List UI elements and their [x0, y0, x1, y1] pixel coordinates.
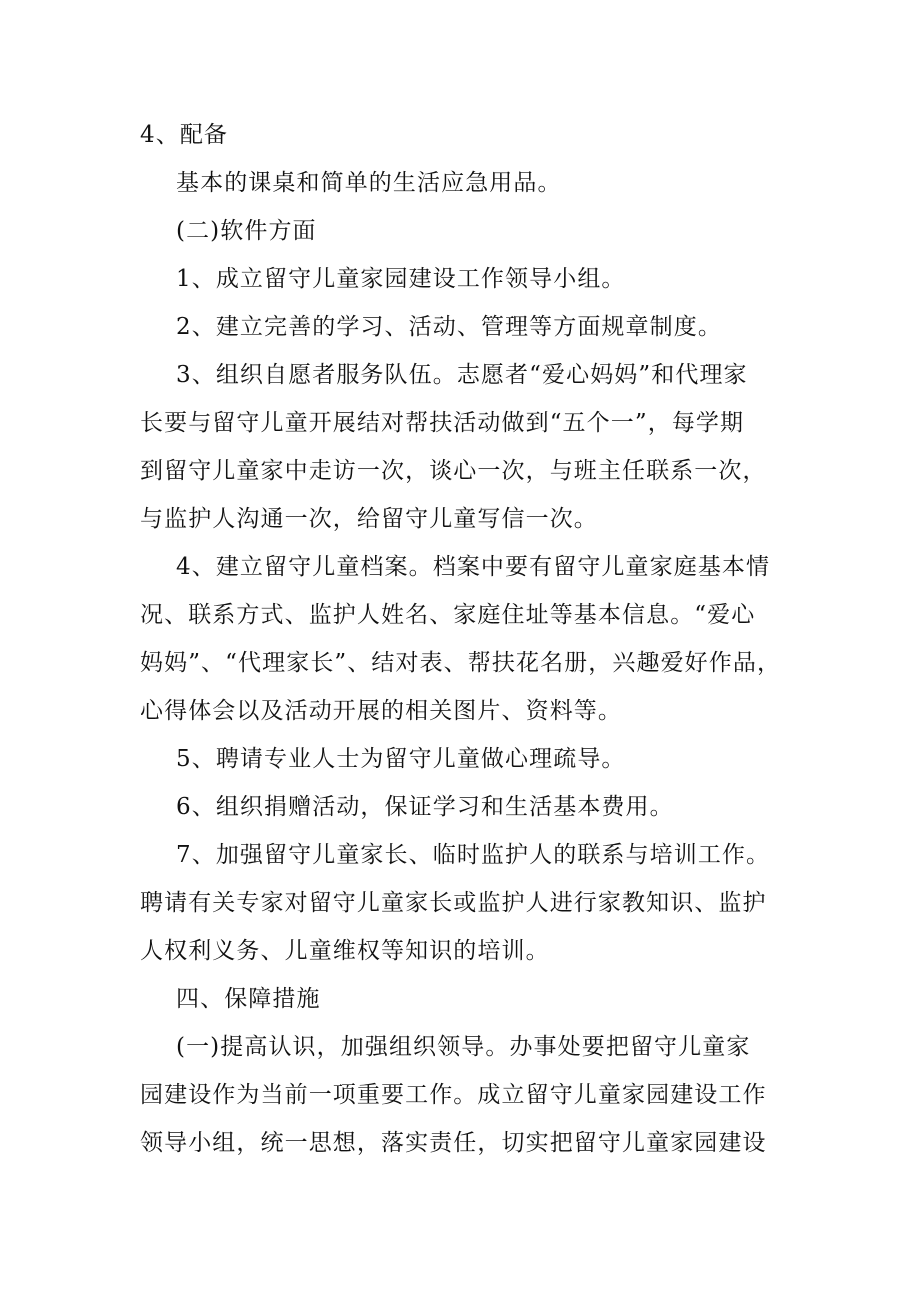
paragraph-line: 聘请有关专家对留守儿童家长或监护人进行家教知识、监护	[140, 890, 767, 916]
paragraph-line: 人权利义务、儿童维权等知识的培训。	[140, 938, 550, 964]
list-item-7: 7、加强留守儿童家长、临时监护人的联系与培训工作。	[176, 842, 771, 868]
paragraph-line: 长要与留守儿童开展结对帮扶活动做到“五个一”，每学期	[140, 410, 745, 436]
section-heading-equipment: 4、配备	[140, 122, 229, 148]
list-item-1: 1、成立留守儿童家园建设工作领导小组。	[176, 266, 626, 292]
list-item-4: 4、建立留守儿童档案。档案中要有留守儿童家庭基本情	[176, 554, 771, 580]
paragraph-line: 到留守儿童家中走访一次，谈心一次，与班主任联系一次，	[140, 458, 767, 484]
paragraph-line: (一)提高认识，加强组织领导。办事处要把留守儿童家	[176, 1034, 751, 1060]
paragraph-line: 领导小组，统一思想，落实责任，切实把留守儿童家园建设	[140, 1130, 767, 1156]
paragraph-line: 妈妈”、“代理家长”、结对表、帮扶花名册，兴趣爱好作品，	[140, 650, 782, 676]
paragraph-line: 基本的课桌和简单的生活应急用品。	[176, 170, 562, 196]
list-item-2: 2、建立完善的学习、活动、管理等方面规章制度。	[176, 314, 722, 340]
paragraph-line: 况、联系方式、监护人姓名、家庭住址等基本信息。“爱心	[140, 602, 756, 628]
paragraph-line: 园建设作为当前一项重要工作。成立留守儿童家园建设工作	[140, 1082, 767, 1108]
section-heading-safeguards: 四、保障措施	[176, 986, 321, 1012]
paragraph-line: 与监护人沟通一次，给留守儿童写信一次。	[140, 506, 598, 532]
paragraph-line: 心得体会以及活动开展的相关图片、资料等。	[140, 698, 622, 724]
section-heading-software: (二)软件方面	[176, 218, 317, 244]
list-item-6: 6、组织捐赠活动，保证学习和生活基本费用。	[176, 794, 674, 820]
list-item-3: 3、组织自愿者服务队伍。志愿者“爱心妈妈”和代理家	[176, 362, 748, 388]
list-item-5: 5、聘请专业人士为留守儿童做心理疏导。	[176, 746, 626, 772]
